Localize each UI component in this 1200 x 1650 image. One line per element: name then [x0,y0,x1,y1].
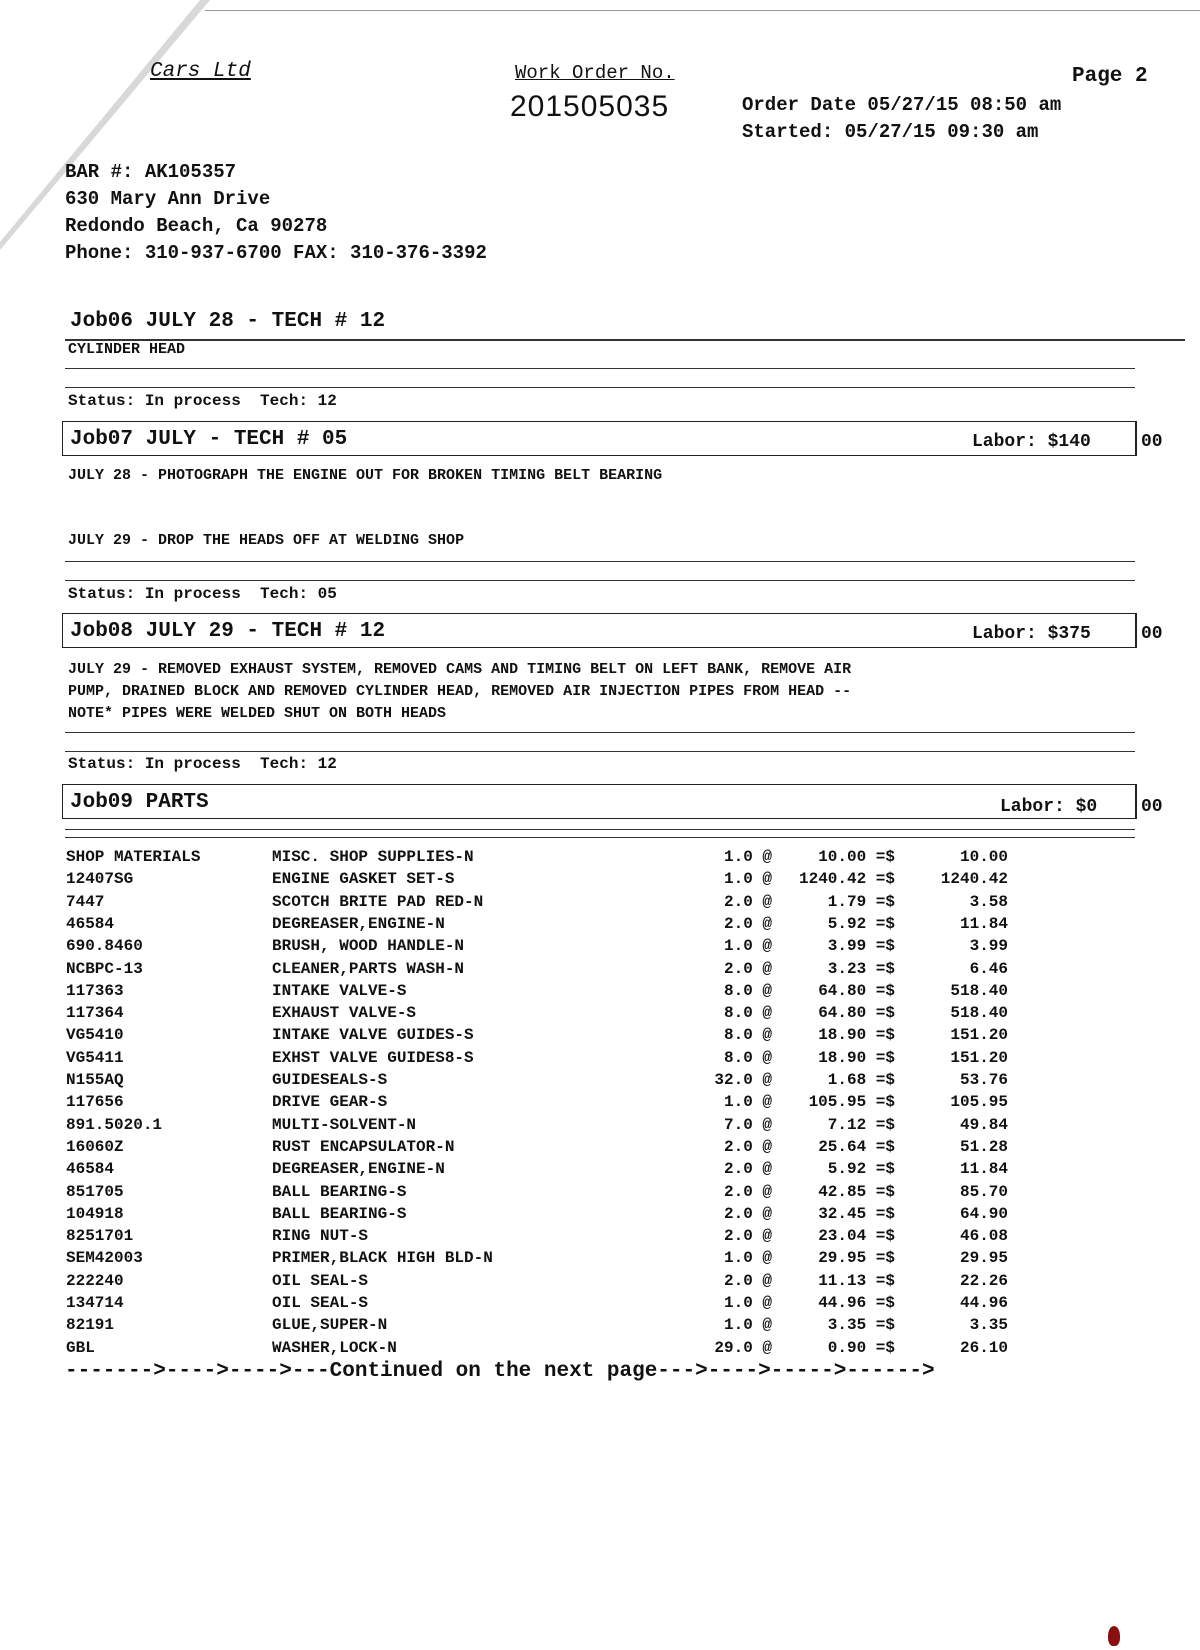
part-total: 85.70 [959,1183,1008,1201]
part-quantity: 29.0 @ [714,1339,772,1357]
part-number: 8251701 [66,1227,134,1245]
part-quantity: 7.0 @ [723,1116,772,1134]
part-number: N155AQ [66,1071,124,1089]
job07-description-2: JULY 29 - DROP THE HEADS OFF AT WELDING SHOP [68,532,465,549]
part-total: 46.08 [959,1227,1008,1245]
job09-header-box [62,784,1137,819]
job09-labor-cents: 00 [1141,797,1163,817]
job08-title: Job08 JULY 29 - TECH # 12 [70,620,386,643]
divider [65,732,1135,733]
scan-top-edge [205,10,1200,11]
part-number: 7447 [66,893,105,911]
part-quantity: 1.0 @ [723,1249,772,1267]
part-number: 851705 [66,1183,124,1201]
part-unit-price: 0.90 =$ [827,1339,895,1357]
part-total: 26.10 [959,1339,1008,1357]
part-unit-price: 42.85 =$ [818,1183,895,1201]
part-unit-price: 3.99 =$ [827,937,895,955]
work-order-label: Work Order No. [515,62,675,84]
part-unit-price: 5.92 =$ [827,915,895,933]
part-number: 891.5020.1 [66,1116,163,1134]
part-description: DEGREASER,ENGINE-N [272,1160,445,1178]
part-quantity: 2.0 @ [723,1183,772,1201]
part-total: 44.96 [959,1294,1008,1312]
part-total: 3.35 [969,1316,1008,1334]
job06-status: Status: In process Tech: 12 [68,392,337,410]
part-quantity: 2.0 @ [723,960,772,978]
part-total: 51.28 [959,1138,1008,1156]
part-unit-price: 18.90 =$ [818,1049,895,1067]
job08-labor-cents: 00 [1141,624,1163,644]
job08-status: Status: In process Tech: 12 [68,755,337,773]
divider [65,580,1135,581]
job08-description-2: PUMP, DRAINED BLOCK AND REMOVED CYLINDER HEAD, REMOVED AIR INJECTION PIPES FROM HEAD -- [68,683,852,700]
part-total: 3.58 [969,893,1008,911]
part-quantity: 2.0 @ [723,893,772,911]
part-unit-price: 10.00 =$ [818,848,895,866]
part-description: PRIMER,BLACK HIGH BLD-N [272,1249,493,1267]
company-name: Cars Ltd [150,60,251,83]
part-description: CLEANER,PARTS WASH-N [272,960,465,978]
part-description: GLUE,SUPER-N [272,1316,388,1334]
job06-title: Job06 JULY 28 - TECH # 12 [70,310,386,333]
part-description: OIL SEAL-S [272,1272,369,1290]
part-total: 151.20 [950,1026,1008,1044]
job07-title: Job07 JULY - TECH # 05 [70,428,348,451]
part-quantity: 1.0 @ [723,1294,772,1312]
part-total: 11.84 [959,915,1008,933]
part-description: ENGINE GASKET SET-S [272,870,455,888]
part-number: 104918 [66,1205,124,1223]
part-total: 29.95 [959,1249,1008,1267]
part-unit-price: 5.92 =$ [827,1160,895,1178]
part-number: 117363 [66,982,124,1000]
part-number: 222240 [66,1272,124,1290]
part-description: OIL SEAL-S [272,1294,369,1312]
part-quantity: 8.0 @ [723,982,772,1000]
part-total: 11.84 [959,1160,1008,1178]
part-quantity: 1.0 @ [723,937,772,955]
divider [65,387,1135,388]
part-unit-price: 64.80 =$ [818,982,895,1000]
part-total: 151.20 [950,1049,1008,1067]
job07-labor: Labor: $140 [972,432,1091,452]
part-unit-price: 7.12 =$ [827,1116,895,1134]
part-quantity: 2.0 @ [723,1138,772,1156]
part-quantity: 2.0 @ [723,1272,772,1290]
part-total: 518.40 [950,1004,1008,1022]
job07-status: Status: In process Tech: 05 [68,585,337,603]
part-number: 690.8460 [66,937,143,955]
part-unit-price: 64.80 =$ [818,1004,895,1022]
part-unit-price: 105.95 =$ [808,1093,895,1111]
part-number: VG5411 [66,1049,124,1067]
street-address: 630 Mary Ann Drive [65,188,271,210]
phone-fax: Phone: 310-937-6700 FAX: 310-376-3392 [65,242,487,264]
job08-description-1: JULY 29 - REMOVED EXHAUST SYSTEM, REMOVED CAMS AND TIMING BELT ON LEFT BANK, REMOVE AIR [68,661,852,678]
part-unit-price: 3.23 =$ [827,960,895,978]
part-total: 22.26 [959,1272,1008,1290]
part-description: BRUSH, WOOD HANDLE-N [272,937,465,955]
divider [65,829,1135,830]
part-description: EXHAUST VALVE-S [272,1004,417,1022]
bar-number: BAR #: AK105357 [65,161,237,183]
part-description: SCOTCH BRITE PAD RED-N [272,893,484,911]
job07-labor-cents: 00 [1141,432,1163,452]
part-unit-price: 25.64 =$ [818,1138,895,1156]
part-total: 1240.42 [940,870,1008,888]
part-quantity: 2.0 @ [723,1227,772,1245]
part-quantity: 8.0 @ [723,1004,772,1022]
part-description: INTAKE VALVE GUIDES-S [272,1026,474,1044]
part-number: VG5410 [66,1026,124,1044]
job09-labor: Labor: $0 [1000,797,1098,817]
part-number: SHOP MATERIALS [66,848,201,866]
part-description: BALL BEARING-S [272,1205,407,1223]
part-total: 3.99 [969,937,1008,955]
part-total: 6.46 [969,960,1008,978]
part-unit-price: 1240.42 =$ [798,870,895,888]
part-quantity: 32.0 @ [714,1071,772,1089]
part-unit-price: 3.35 =$ [827,1316,895,1334]
part-number: 117364 [66,1004,124,1022]
part-description: DEGREASER,ENGINE-N [272,915,445,933]
part-unit-price: 11.13 =$ [818,1272,895,1290]
work-order-number: 201505035 [510,90,670,123]
part-number: 16060Z [66,1138,124,1156]
started-date: Started: 05/27/15 09:30 am [742,121,1039,143]
ink-stain [1108,1626,1120,1646]
part-unit-price: 1.79 =$ [827,893,895,911]
part-description: GUIDESEALS-S [272,1071,388,1089]
part-total: 49.84 [959,1116,1008,1134]
part-number: SEM42003 [66,1249,143,1267]
divider [65,368,1135,369]
part-description: DRIVE GEAR-S [272,1093,388,1111]
job09-title: Job09 PARTS [70,791,209,814]
page-number: Page 2 [1072,65,1148,88]
part-description: INTAKE VALVE-S [272,982,407,1000]
part-description: MISC. SHOP SUPPLIES-N [272,848,474,866]
part-description: BALL BEARING-S [272,1183,407,1201]
part-description: EXHST VALVE GUIDES8-S [272,1049,474,1067]
part-unit-price: 29.95 =$ [818,1249,895,1267]
part-quantity: 8.0 @ [723,1049,772,1067]
part-number: 134714 [66,1294,124,1312]
part-number: 46584 [66,1160,115,1178]
part-unit-price: 44.96 =$ [818,1294,895,1312]
part-unit-price: 23.04 =$ [818,1227,895,1245]
part-unit-price: 32.45 =$ [818,1205,895,1223]
job08-labor: Labor: $375 [972,624,1091,644]
part-quantity: 1.0 @ [723,848,772,866]
part-quantity: 2.0 @ [723,1205,772,1223]
part-total: 10.00 [959,848,1008,866]
part-description: WASHER,LOCK-N [272,1339,397,1357]
job07-description-1: JULY 28 - PHOTOGRAPH THE ENGINE OUT FOR BROKEN TIMING BELT BEARING [68,467,663,484]
part-number: 117656 [66,1093,124,1111]
part-number: 82191 [66,1316,115,1334]
part-description: RING NUT-S [272,1227,369,1245]
part-quantity: 8.0 @ [723,1026,772,1044]
job08-description-3: NOTE* PIPES WERE WELDED SHUT ON BOTH HEADS [68,705,447,722]
part-quantity: 2.0 @ [723,1160,772,1178]
part-total: 64.90 [959,1205,1008,1223]
job06-description: CYLINDER HEAD [68,341,186,358]
part-number: 12407SG [66,870,134,888]
part-number: 46584 [66,915,115,933]
divider [65,561,1135,562]
part-unit-price: 1.68 =$ [827,1071,895,1089]
part-description: MULTI-SOLVENT-N [272,1116,417,1134]
part-number: NCBPC-13 [66,960,143,978]
part-unit-price: 18.90 =$ [818,1026,895,1044]
part-quantity: 1.0 @ [723,870,772,888]
job06-underline [65,339,1185,341]
continued-line: ------->---->---->---Continued on the next page--->---->----->------> [65,1360,935,1383]
part-description: RUST ENCAPSULATOR-N [272,1138,455,1156]
part-total: 105.95 [950,1093,1008,1111]
divider [65,837,1135,838]
part-number: GBL [66,1339,95,1357]
divider [65,751,1135,752]
part-quantity: 1.0 @ [723,1316,772,1334]
city-address: Redondo Beach, Ca 90278 [65,215,328,237]
part-quantity: 1.0 @ [723,1093,772,1111]
part-total: 53.76 [959,1071,1008,1089]
part-quantity: 2.0 @ [723,915,772,933]
order-date: Order Date 05/27/15 08:50 am [742,94,1062,116]
part-total: 518.40 [950,982,1008,1000]
